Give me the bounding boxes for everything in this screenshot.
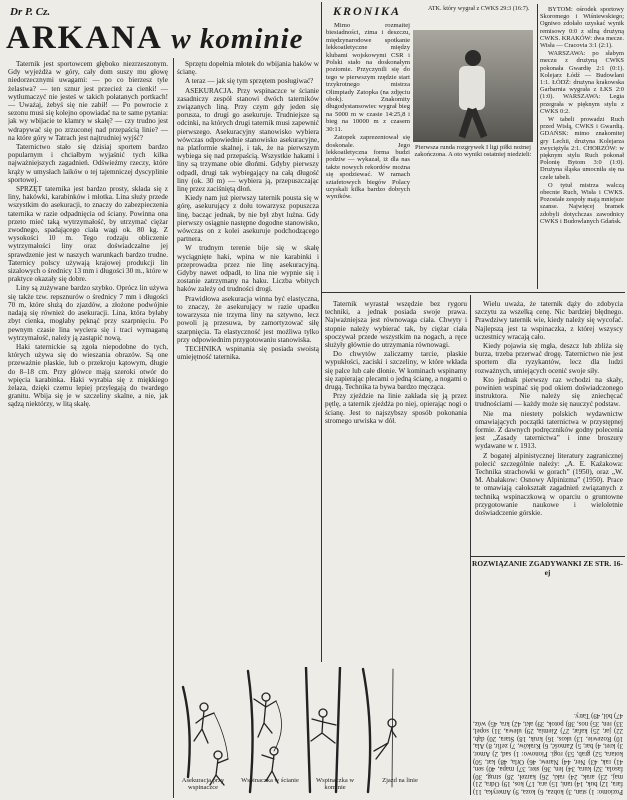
chimney-climb-illustration: [306, 667, 340, 792]
article-paragraph: Prawidłowa asekuracja winna być elastyczna, to znaczy, że asekurujący w razie upadku towarzysza nie trzyma liny na sztywno, lecz powoli ją przesuwa, by zamortyzować siłę szarpnięcia. Ta elastyczność jest możliwa tylko przy odpowiednim przygotowaniu stanowiska.: [177, 294, 319, 344]
kronika-paragraph: Mimo rozmaitej biesiadności, zima i deszczu, międzynarodowe spotkanie lekkoatletyczne między klubami wojskowymi CSR i Polski stało na doskonałym poziomie. Przyczynili się do tego w pierwszym rzędzie start trzykrotnego mistrza Olimpiady Zatopka (na zdjęciu obok). Znakomity długodystansowiec wygrał bieg na 5000 m w czasie 14:25,8 i bieg na 10000 m z czasem 30:11.: [326, 22, 410, 133]
kronika-column: [326, 22, 410, 288]
article-paragraph: Haki taternickie są zgoła niepodobne do tych, których używa się do wieszania obrazów. Są one przeważnie płaskie, lub o przekroju kątowym, długie do 8–18 cm. Przy główce mają szeroki otwór do wpięcia karabinka. Haki wyrabia się z miękkiego żelaza, dzięki czemu lepiej przylegają do twardego granitu. Wbija się je w szczeliny skalne, a nie, jak sądzą niektórzy, w litą skałę.: [8, 342, 168, 409]
results-paragraph: BYTOM: ośrodek sportowy Skoromego i Wiśniewskiego; Ogniwo zdołało uzyskać wynik remisowy 0:0 z silną drużyną CWKS. KRAKÓW: dwa mecze. Wisła — Cracovia 3:1 (2:1).: [540, 6, 624, 50]
league-results-column: [540, 6, 624, 289]
puzzle-solution-title: ROZWIĄZANIE ZGADYWANKI ZE STR. 16-ej: [472, 559, 623, 577]
article-paragraph: Taternik wyrastał wszędzie bez rygoru techniki, a jednak posiada swoje prawa. Najważniejsza jest równowaga ciała. Chwyty i stopnie należy wybierać tak, by ciężar ciała spoczywał przede wszystkim na nogach, a ręce służyły głównie do utrzymania równowagi.: [325, 300, 467, 350]
article-paragraph: SPRZĘT taternika jest bardzo prosty, składa się z liny, hakówki, karabinków i młotka. Lina służy przede wszystkim do asekuracji, to znaczy do zabezpieczenia taternika w razie odpadnięcia od ściany. Powinna ona przeto mieć taką wytrzymałość, by utrzymać ciężar zwodnego, spadającego ciała wagi ok. 80 kg. Z wysokości 10 m. Tego rodzaju obliczenie wytrzymałości liny oraz doświadczalne jej sprawdzenie jest w naszych warunkach bardzo trudne. Taternicy polscy używają krajowej produkcji lin sizalowych o średnicy 13 mm i długości 30 m., które w praktyce okazały się dobre.: [8, 185, 168, 284]
article-paragraph: Sprzętu dopełnia młotek do wbijania haków w ścianę.: [177, 60, 319, 77]
section-divider: [322, 292, 625, 293]
article-paragraph: Wielu uważa, że taternik dąży do zdobycia szczytu za wszelką cenę. Nic bardziej błędnego. Prawdziwy taternik wie, kiedy należy się wycofać. Najlepszą jest ta wspinaczka, z której wszyscy uczestnicy wracają cało.: [475, 300, 623, 341]
article-paragraph: Nie ma niestety polskich wydawnictw omawiających początki taternictwa w przystępnej formie. Z dawnych podręczników godny polecenia jest „Zasady taternictwa” i inne broszury wydawane w r. 1913.: [475, 409, 623, 451]
article-paragraph: W trudnym terenie bije się w skałę wyciągnięte haki, wpina w nie karabinki i przeprowadza przez nie linę asekuracyjną. Gdyby nawet odpadł, to lina nie wypnie się i zostanie zatrzymany na haku. Liczba wbitych haków zależy od trudności drogi.: [177, 244, 319, 294]
kronika-title: KRONIKA: [333, 4, 402, 18]
article-paragraph: Do chwytów zaliczamy tarcie, płaskie wypukłości, zaciski i szczeliny, w które wkłada się palce lub całe dłonie. W kominach wspinamy się zapierając plecami o jedną ścianę, a nogami o drugą. Technika ta bywa bardzo męcząca.: [325, 350, 467, 392]
article-paragraph: Taternik jest sportowcem głęboko niezrzeszonym. Gdy wyjeżdża w góry, cały dom suszy mu głowę niedorzecznymi uwagami: — po co bierzesz tyle żelastwa? — ten sznur jest przecież za cienki! — wytłumaczyć nie jesteś w takich połatanych portkach! — Uważaj, żebyś się nie zabił! — Po powrocie z sezonu musi się kolejno opowiadać na te same pytania: jak wy wbijacie te klamry w skałę? — czy trudno jest wdrapywać się po zrzuconej nad przepaścią linie? — na które góry w Tatrach jest najtrudniej wyjść?: [8, 60, 168, 142]
headline-rest: w kominie: [171, 23, 304, 55]
figure-label: Asekuracja przy wspinaczce: [181, 777, 225, 791]
runner-body: [459, 66, 485, 110]
wall-climb-illustration: [248, 671, 282, 792]
article-column-2: [177, 60, 319, 660]
runner-photo: [413, 30, 533, 142]
photo-caption: Pierwsza runda rozgrywek I ligi piłki nożnej zakończona. A oto wyniki ostatniej niedzieli:: [414, 144, 532, 159]
results-paragraph: O tytuł mistrza walczą obecnie Ruch, Wisła i CWKS. Pozostałe zespoły mają mniejsze szanse. Najwięcej bramek zdobyli dotychczas zawodnicy CWKS i Budowlanych Gdańsk.: [540, 181, 624, 225]
article-paragraph: Kiedy pojawia się mgła, deszcz lub zbliża się burza, trzeba przerwać drogę. Taternictwo nie jest sportem dla ryzykantów, lecz dla ludzi rozważnych, umiejących ocenić swoje siły.: [475, 342, 623, 375]
runner-head: [465, 50, 481, 66]
article-paragraph: TECHNIKA wspinania się posiada swoistą umiejętność taternika.: [177, 344, 319, 362]
article-byline: Dr P. Cz.: [10, 6, 51, 18]
article-paragraph: Kto jednak pierwszy raz wchodzi na skały, powinien wspinać się pod okiem doświadczonego instruktora. Nie należy się zniechęcać trudnościami — każdy może się nauczyć podstaw.: [475, 375, 623, 409]
column-divider: [173, 58, 174, 798]
article-paragraph: Przy zjeździe na linie zakłada się ją przez pętlę, a taternik zjeżdża po niej, opierając nogi o ścianę. Jest to najszybszy sposób pokonania stromego urwiska w dół.: [325, 392, 467, 425]
abseil-illustration: [363, 669, 396, 792]
column-divider: [321, 2, 322, 662]
article-column-1: [8, 60, 168, 795]
article-paragraph: A teraz — jak się tym sprzętem posługiwać?: [185, 77, 314, 86]
results-paragraph: W tabeli prowadzi Ruch przed Wisłą, CWKS i Gwardią. GDAŃSK: mimo znakomitej gry Lechii, drużyna Kolejarza zwyciężyła 2:1. CHORZÓW: w pięknym stylu Ruch pokonał Polonię Bytom 3:0 (1:0). Drużyna śląska umocniła się na czele tabeli.: [540, 116, 624, 181]
column-divider: [470, 295, 471, 795]
figure-label: Wspinaczka w kominie: [315, 777, 355, 791]
figure-label: Zjazd na linie: [382, 777, 418, 784]
article-paragraph: Kiedy nam już pierwszy taternik pousta się w górę, asekurujący z dołu towarzysz popuszcza linę, bacząc jednak, by nie był zbyt luźna. Gdy pierwszy osiągnie następne dogodne stanowisko, wówczas on z kolei asekuruje podchodzącego partnera.: [177, 194, 319, 244]
kronika-paragraph: Zatopek zaprezentował się doskonale. Jego lekkoatletyczna forma budzi podziw — wykazał, iż dla nas także nowych rekordów można się spodziewać. W ramach sztafetowych biegów Polacy uzyskali kilka bardzo dobrych wyników.: [326, 134, 410, 201]
puzzle-solution-text: Poziomo: 1) stan, 3) kobza, 6) koza, 9) Ameryka, 11) fara, 12) buk, 14) tani, 15) ara, 17) kos, 19) Odra, 21) maj, 23) arak, 24) raki, 26) karzeł, 28) strug, 30) fasola, 32) kura, 34) len, 36) ster, 37) mapa, 40) sen, 41) rak, 43) Ner, 44) Narew, 46) Orla, 48) kat, 50) kotara, 52) grab, 53) rogi. Pionowo: 1) sad, 2) Amor, 3) kret, 4) bar, 5) Zamość, 6) Kraków, 7) zefir, 8) Ala, 10) Rozewie, 13) ukos, 16) kruk, 18) Stara, 20) dąb, 22) jar, 25) kafar, 27) Ziemia, 29) ulewa, 31) sopel, 33) ren, 35) nos, 38) potok, 39) akt, 42) kra, 45) wóz, 47) ból, 49) Tatry.: [473, 712, 623, 795]
kronika-subtitle: ATK. który wygrał z CWKS 29:3 (16:7).: [428, 5, 530, 12]
belay-figure-illustration: [183, 687, 228, 785]
article-column-3: [325, 300, 467, 662]
article-paragraph: ASEKURACJA. Przy wspinaczce w ścianie zasadniczy zespół stanowi dwóch taterników związanych liną. Przy czym gdy jeden się porusza, to drugi go asekuruje. Trudniejsze są odcinki, na których drugi taternik musi zapewnić pierwszego. Asekuracyjny stanowisko wybiera wówczas odpowiednie stanowisko asekuracyjne, na platformie skalnej, i tak, że na pierwszym wybiega się nad przepaścią. Wszystkie hakami i liny są trzymane obie dłońmi. Gdyby pierwszy odpadł, drugi tak wybiegający na całą długość liny (ok. 30 m) — wybiera ją, przepuszczając linę przez zaciśniętą dłoń.: [177, 86, 319, 194]
headline-main: ARKANA: [6, 20, 162, 56]
results-paragraph: WARSZAWA: po słabym meczu z drużyną CWKS pokonała Gwardię 2:1 (0:1). Kolejarz Łódź — Budowlani 1:1. ŁÓDŹ: drużyna krakowska Garbarnia wygrała z ŁKS 2:0 (1:0). WARSZAWA: Legia przegrała w pięknym stylu z CWKS 0:2.: [540, 50, 624, 115]
article-headline: [6, 20, 324, 57]
article-paragraph: Liny są zużywane bardzo szybko. Oprócz lin używa się także tzw. repsznurów o średnicy 7 mm i długości 70 m, które służą do zjazdów, a złożone podwójnie nadają się również do asekuracji. Lina, która byłaby zbyt cienka, mogłaby pęknąć przy szarpnięciu. Po pewnym czasie lina wyciera się i traci wymaganą wytrzymałość, należy ją zastąpić nową.: [8, 284, 168, 342]
runner-leg: [470, 108, 488, 138]
section-divider: [470, 556, 625, 557]
article-paragraph: Z bogatej alpinistycznej literatury zagranicznej polecić szczególnie należy: „A. E. Kaźakowa: Technika strachowki w gorach” (1950), oraz „W. M. Abałakow: Osnowy Alpinizma” (1950). Prace te omawiają całokształt zagadnień związanych z techniką wspinaczkową w oparciu o gruntowne przygotowanie naukowe i wieloletnie doświadczenie górskie.: [475, 451, 623, 518]
article-paragraph: Taternictwo stało się dzisiaj sportem bardzo popularnym i chciałbym wyjaśnić tych kilka najważniejszych zagadnień. Odświeżmy rzeczy, które krąży w umysłach laików o tej tajemniczej dyscyplinie sportowej.: [8, 143, 168, 184]
article-column-4: [475, 300, 623, 555]
figure-label: Wspinaczka w ścianie: [241, 777, 299, 784]
column-divider: [537, 4, 538, 289]
